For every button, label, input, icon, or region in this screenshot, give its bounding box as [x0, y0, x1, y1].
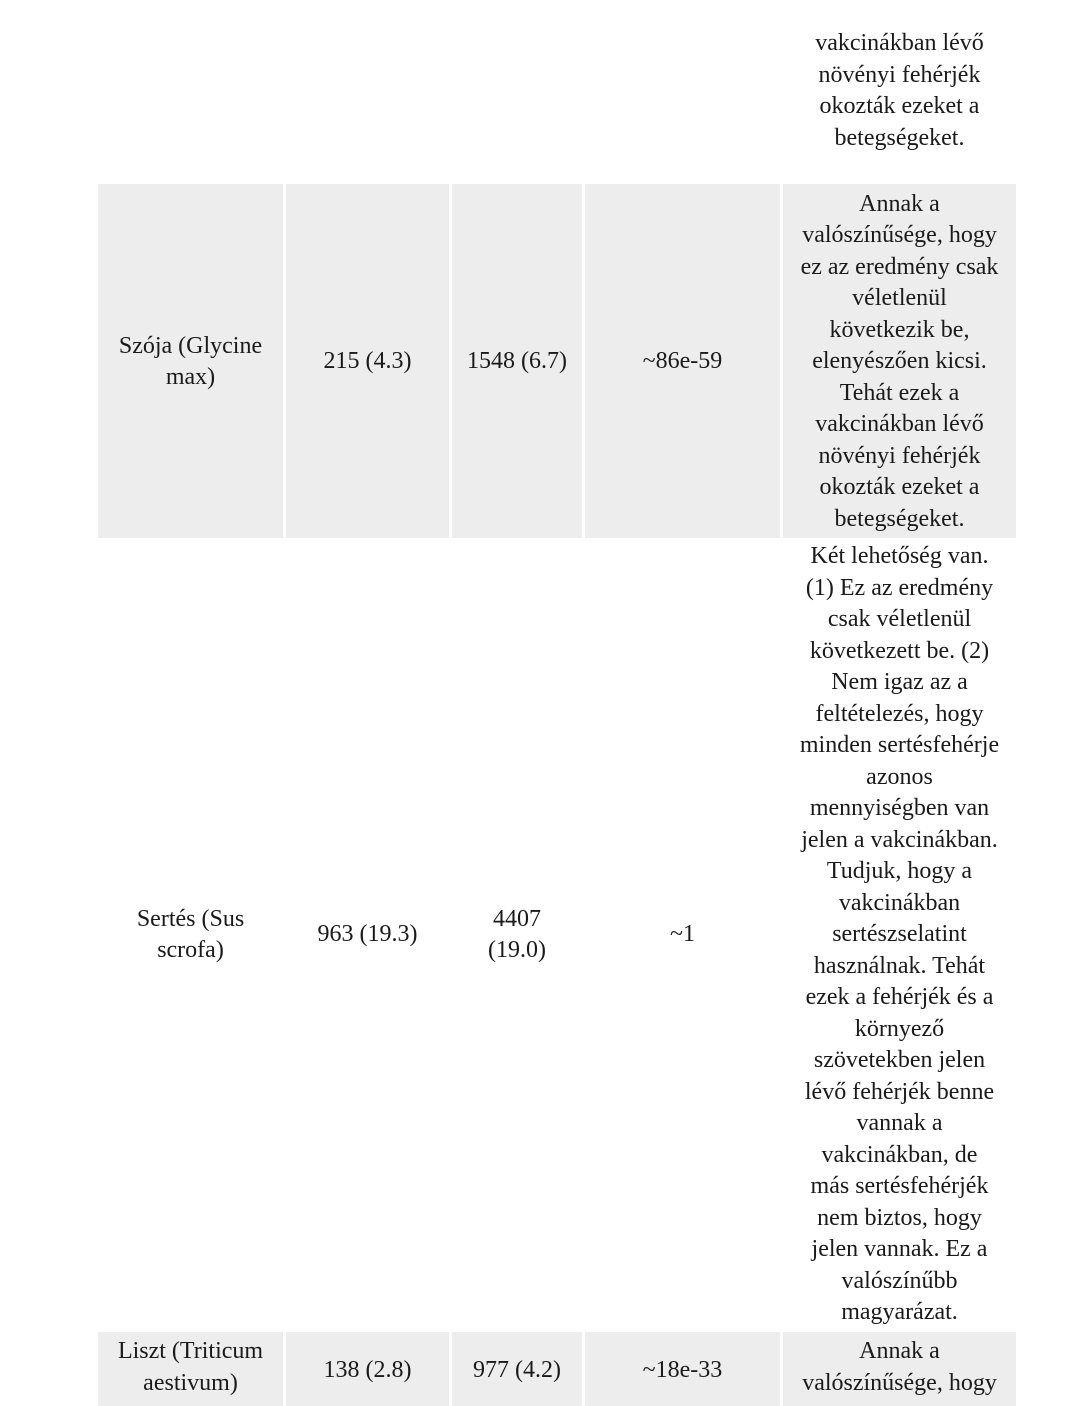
source-cell: Liszt (Triticum aestivum)	[98, 1332, 283, 1406]
results-table	[95, 0, 1019, 1406]
note-cell: Két lehetőség van. (1) Ez az eredmény csak véletlenül következett be. (2) Nem igaz az a feltételezés, hogy minden sertésfehérje azonos mennyiségben van jelen a vakcinákban. Tudjuk, hogy a vakcinákban sertészselatint használnak. Tehát ezek a fehérjék és a környező szövetekben jelen lévő fehérjék benne vannak a vakcinákban, de más sertésfehérjék nem biztos, hogy jelen vannak. Ez a valószínűbb magyarázat.	[783, 538, 1016, 1332]
table-row	[98, 538, 1016, 1332]
results-table-wrapper	[98, 0, 1020, 1406]
source-cell: Szója (Glycine max)	[98, 184, 283, 538]
probability-cell: ~86e-59	[585, 184, 780, 538]
value-cell	[452, 0, 582, 184]
value-cell: 215 (4.3)	[286, 184, 449, 538]
note-cell: Annak a valószínűsége, hogy	[783, 1332, 1016, 1406]
probability-cell: ~1	[585, 538, 780, 1332]
value-cell	[286, 0, 449, 184]
value-cell: 977 (4.2)	[452, 1332, 582, 1406]
value-cell: 138 (2.8)	[286, 1332, 449, 1406]
value-cell: 4407 (19.0)	[452, 538, 582, 1332]
probability-cell	[585, 0, 780, 184]
probability-cell: ~18e-33	[585, 1332, 780, 1406]
table-row	[98, 184, 1016, 538]
value-cell: 963 (19.3)	[286, 538, 449, 1332]
source-cell: Sertés (Sus scrofa)	[98, 538, 283, 1332]
table-row	[98, 1332, 1016, 1406]
value-cell: 1548 (6.7)	[452, 184, 582, 538]
note-cell: Annak a valószínűsége, hogy ez az eredmény csak véletlenül következik be, elenyészően kicsi. Tehát ezek a vakcinákban lévő növényi fehérjék okozták ezeket a betegségeket.	[783, 184, 1016, 538]
table-row	[98, 0, 1016, 184]
source-cell	[98, 0, 283, 184]
note-cell: vakcinákban lévő növényi fehérjék okozták ezeket a betegségeket.	[783, 0, 1016, 184]
